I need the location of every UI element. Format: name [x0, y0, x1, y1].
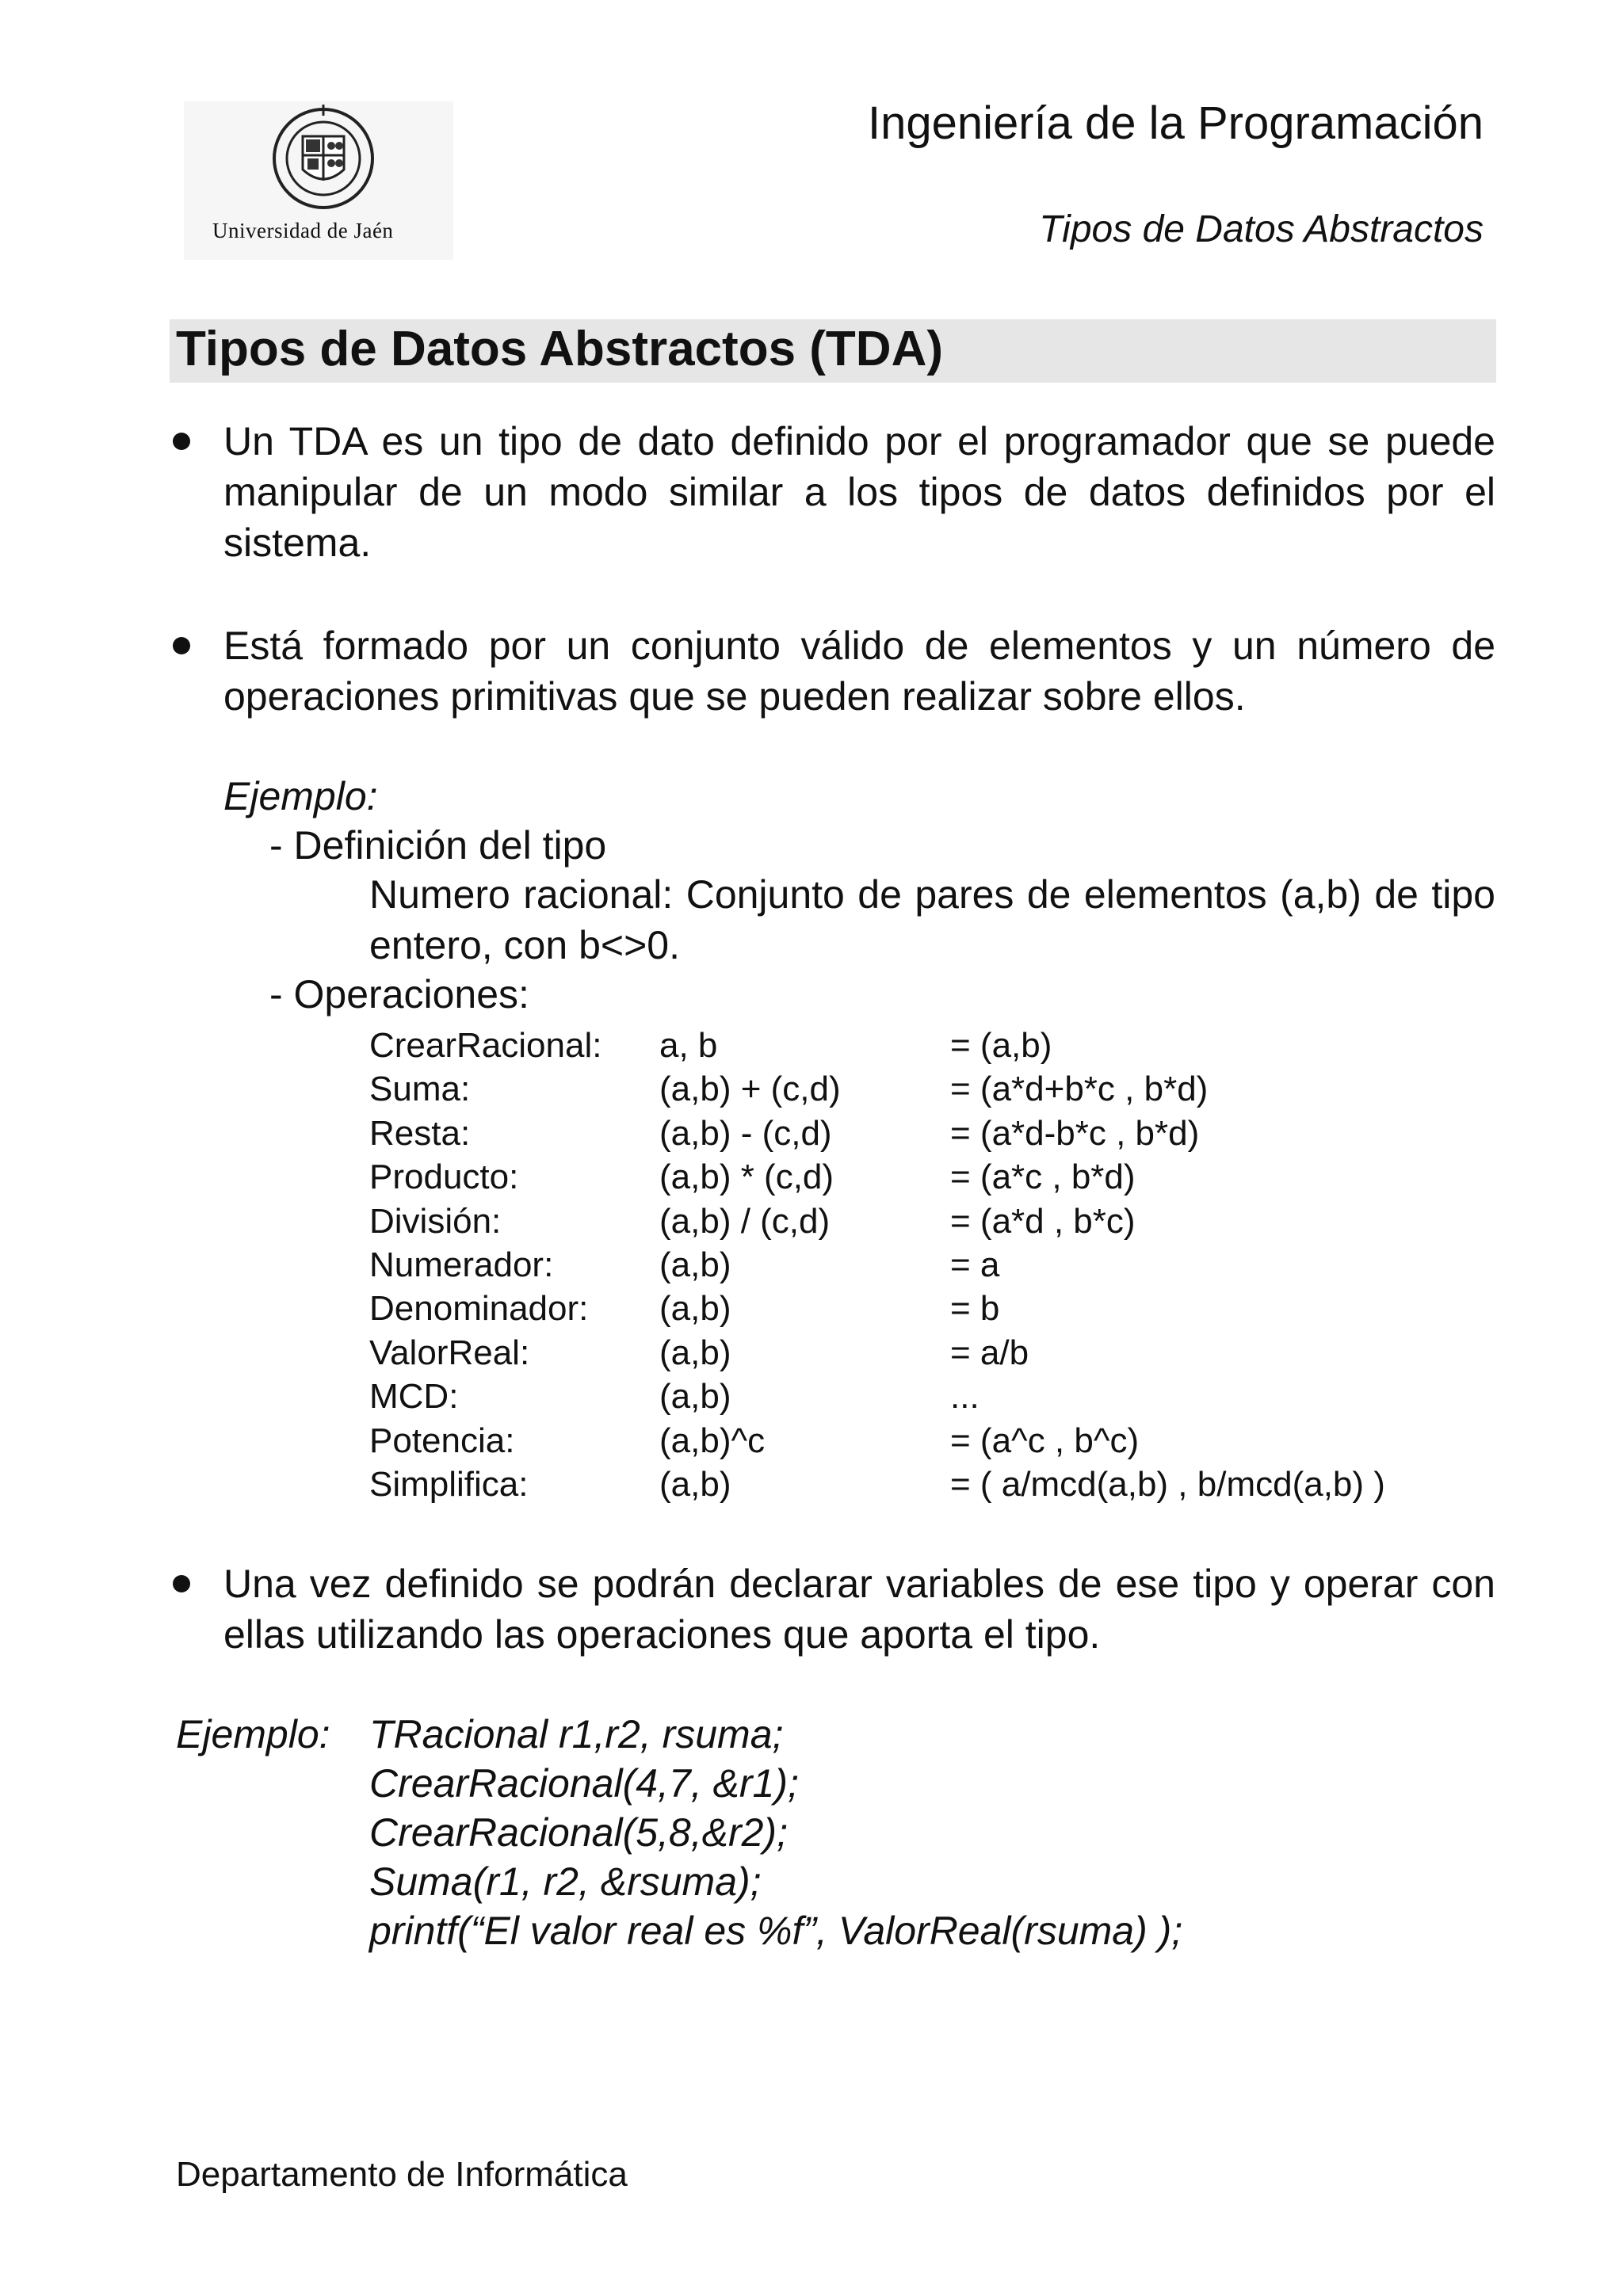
bullet-text: Está formado por un conjunto válido de elementos y un número de operaciones primitivas que se pueden realizar sobre ellos. [223, 624, 1495, 719]
operation-row [369, 1067, 1385, 1111]
operation-row [369, 1199, 1385, 1243]
operation-args: (a,b)^c [659, 1421, 766, 1460]
operation-row [369, 1112, 1385, 1155]
operation-result: = (a,b) [950, 1026, 1052, 1065]
example-label: Ejemplo: [223, 774, 378, 818]
operation-result: = (a*c , b*d) [950, 1158, 1136, 1197]
operations-heading: - Operaciones: [269, 972, 529, 1016]
example-label: Ejemplo: [176, 1712, 330, 1756]
operation-args: (a,b) [659, 1465, 731, 1505]
operation-result: = b [950, 1289, 1000, 1329]
bullet-marker [173, 637, 190, 654]
operation-args: (a,b) [659, 1245, 731, 1285]
operation-result: = (a*d , b*c) [950, 1201, 1136, 1241]
course-title: Ingeniería de la Programación [867, 97, 1484, 149]
operation-row [369, 1419, 1385, 1463]
operation-result: = ( a/mcd(a,b) , b/mcd(a,b) ) [950, 1465, 1385, 1505]
operation-row [369, 1463, 1385, 1506]
topic-subtitle: Tipos de Datos Abstractos [1039, 208, 1484, 250]
operation-result: = (a^c , b^c) [950, 1421, 1140, 1460]
operation-name: Resta: [369, 1113, 471, 1153]
operation-name: ValorReal: [369, 1333, 530, 1372]
bullet-marker [173, 1575, 190, 1592]
operation-name: Denominador: [369, 1289, 589, 1329]
operation-args: (a,b) [659, 1377, 731, 1417]
bullet-text: Una vez definido se podrán declarar variables de ese tipo y operar con ellas utilizando las operaciones que aporta el tipo. [223, 1562, 1495, 1657]
code-line: CrearRacional(4,7, &r1); [369, 1761, 799, 1806]
operation-args: a, b [659, 1026, 718, 1065]
operations-table [369, 1024, 1385, 1506]
operation-result: = a/b [950, 1333, 1029, 1372]
operation-name: Simplifica: [369, 1465, 529, 1505]
operation-name: MCD: [369, 1377, 459, 1417]
operation-row [369, 1331, 1385, 1375]
operation-args: (a,b) + (c,d) [659, 1070, 841, 1109]
operation-result: = (a*d+b*c , b*d) [950, 1070, 1209, 1109]
code-line: Suma(r1, r2, &rsuma); [369, 1859, 762, 1904]
operation-name: Producto: [369, 1158, 519, 1197]
section-title: Tipos de Datos Abstractos (TDA) [176, 322, 943, 376]
operation-args: (a,b) - (c,d) [659, 1113, 832, 1153]
operation-name: Potencia: [369, 1421, 515, 1460]
code-line: printf(“El valor real es %f”, ValorReal(rsuma) ); [369, 1909, 1183, 1953]
operation-row [369, 1024, 1385, 1067]
university-seal-icon [184, 101, 453, 220]
operation-args: (a,b) / (c,d) [659, 1201, 831, 1241]
operation-row [369, 1243, 1385, 1287]
definition-heading: - Definición del tipo [269, 823, 607, 868]
bullet-marker [173, 433, 190, 450]
page-footer: Departamento de Informática [176, 2155, 628, 2194]
operation-name: CrearRacional: [369, 1026, 602, 1065]
operation-name: Suma: [369, 1070, 471, 1109]
operation-name: División: [369, 1201, 502, 1241]
code-line: TRacional r1,r2, rsuma; [369, 1712, 784, 1756]
operation-row [369, 1287, 1385, 1330]
university-name: Universidad de Jaén [212, 219, 394, 242]
operation-result: = (a*d-b*c , b*d) [950, 1113, 1200, 1153]
definition-text: Numero racional: Conjunto de pares de elementos (a,b) de tipo entero, con b<>0. [369, 872, 1495, 967]
code-line: CrearRacional(5,8,&r2); [369, 1810, 788, 1855]
operation-result: = a [950, 1245, 1000, 1285]
operation-args: (a,b) [659, 1333, 731, 1372]
operation-row [369, 1155, 1385, 1199]
operation-name: Numerador: [369, 1245, 554, 1285]
operation-row [369, 1375, 1385, 1418]
operation-args: (a,b) [659, 1289, 731, 1329]
bullet-text: Un TDA es un tipo de dato definido por el programador que se puede manipular de un modo similar a los tipos de datos definidos por el sistema. [223, 419, 1495, 565]
operation-result: ... [950, 1377, 980, 1417]
university-logo [184, 101, 453, 260]
operation-args: (a,b) * (c,d) [659, 1158, 834, 1197]
